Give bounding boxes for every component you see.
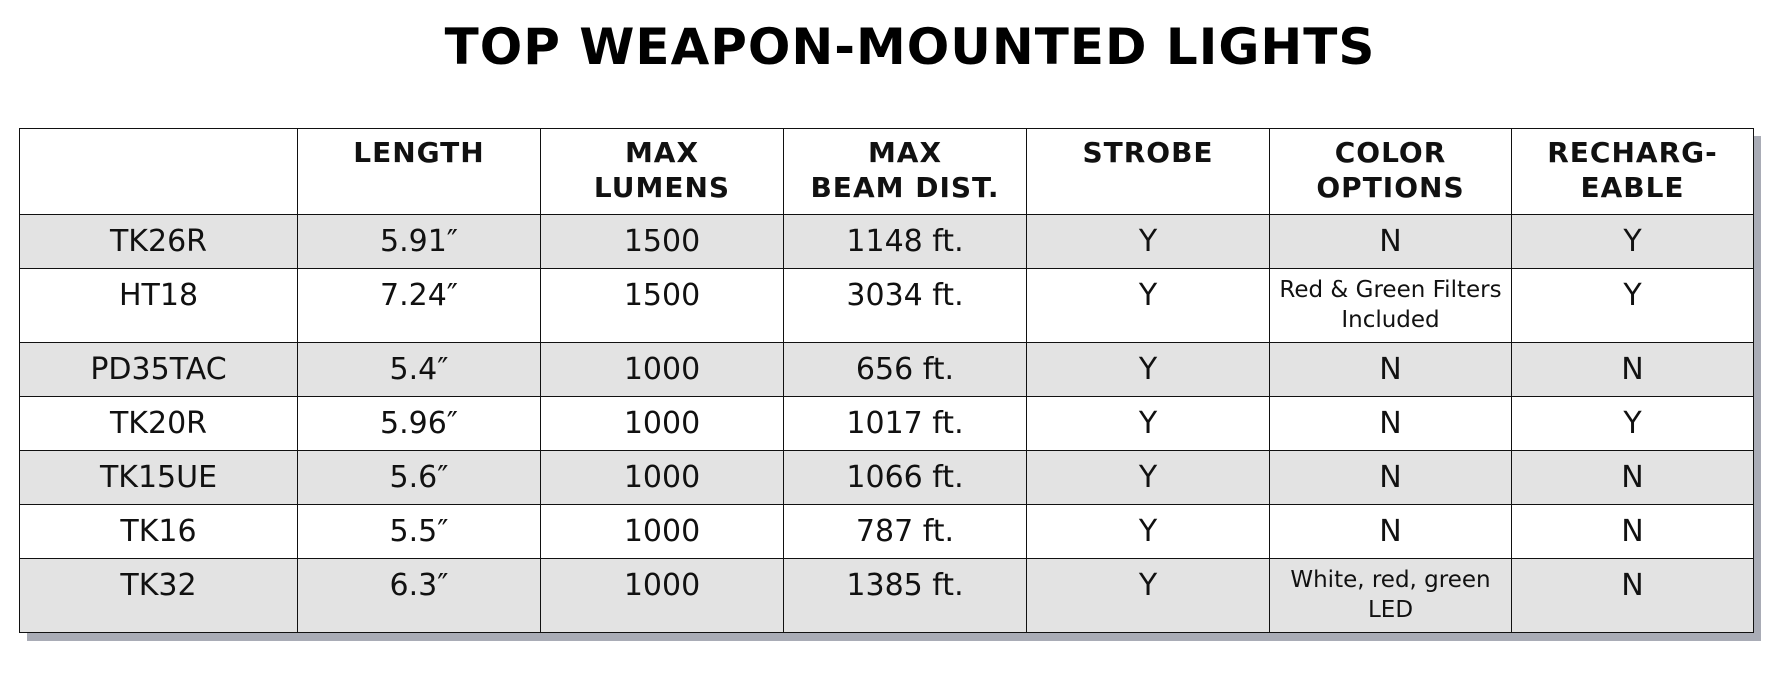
cell-color-options: N — [1270, 451, 1512, 505]
cell-max-lumens: 1000 — [541, 505, 784, 559]
comparison-table-container — [19, 128, 1753, 633]
cell-strobe: Y — [1027, 343, 1270, 397]
cell-rechargeable: Y — [1512, 215, 1754, 269]
cell-rechargeable: N — [1512, 343, 1754, 397]
table-row — [20, 269, 1754, 343]
cell-max-beam-dist: 1148 ft. — [784, 215, 1027, 269]
header-cell-max-lumens: MAX LUMENS — [541, 129, 784, 215]
page-title: TOP WEAPON-MOUNTED LIGHTS — [444, 18, 1376, 76]
table-row — [20, 451, 1754, 505]
cell-max-lumens: 1000 — [541, 343, 784, 397]
cell-max-lumens: 1000 — [541, 451, 784, 505]
cell-max-lumens: 1000 — [541, 397, 784, 451]
table-row — [20, 343, 1754, 397]
cell-length: 6.3″ — [298, 559, 541, 633]
comparison-table — [19, 128, 1754, 633]
cell-length: 7.24″ — [298, 269, 541, 343]
cell-model: TK16 — [20, 505, 298, 559]
cell-rechargeable: N — [1512, 559, 1754, 633]
header-cell-length: LENGTH — [298, 129, 541, 215]
cell-max-lumens: 1500 — [541, 215, 784, 269]
cell-length: 5.5″ — [298, 505, 541, 559]
cell-model: TK15UE — [20, 451, 298, 505]
cell-strobe: Y — [1027, 559, 1270, 633]
header-cell-strobe: STROBE — [1027, 129, 1270, 215]
table-row — [20, 397, 1754, 451]
table-row — [20, 559, 1754, 633]
cell-model: TK26R — [20, 215, 298, 269]
cell-color-options: N — [1270, 215, 1512, 269]
cell-max-lumens: 1500 — [541, 269, 784, 343]
cell-length: 5.91″ — [298, 215, 541, 269]
cell-color-options: N — [1270, 505, 1512, 559]
cell-strobe: Y — [1027, 269, 1270, 343]
cell-rechargeable: Y — [1512, 397, 1754, 451]
table-row — [20, 505, 1754, 559]
cell-color-options: Red & Green Filters Included — [1270, 269, 1512, 343]
cell-rechargeable: Y — [1512, 269, 1754, 343]
cell-strobe: Y — [1027, 397, 1270, 451]
cell-max-beam-dist: 1066 ft. — [784, 451, 1027, 505]
header-row — [20, 129, 1754, 215]
header-cell-max-beam-dist: MAX BEAM DIST. — [784, 129, 1027, 215]
cell-max-beam-dist: 1385 ft. — [784, 559, 1027, 633]
cell-color-options: N — [1270, 343, 1512, 397]
table-row — [20, 215, 1754, 269]
cell-length: 5.6″ — [298, 451, 541, 505]
header-cell-color-options: COLOR OPTIONS — [1270, 129, 1512, 215]
header-cell-model — [20, 129, 298, 215]
cell-color-options: White, red, green LED — [1270, 559, 1512, 633]
cell-rechargeable: N — [1512, 451, 1754, 505]
cell-max-beam-dist: 3034 ft. — [784, 269, 1027, 343]
cell-model: TK32 — [20, 559, 298, 633]
cell-rechargeable: N — [1512, 505, 1754, 559]
cell-model: HT18 — [20, 269, 298, 343]
cell-max-beam-dist: 787 ft. — [784, 505, 1027, 559]
cell-max-lumens: 1000 — [541, 559, 784, 633]
cell-length: 5.96″ — [298, 397, 541, 451]
cell-strobe: Y — [1027, 505, 1270, 559]
cell-strobe: Y — [1027, 451, 1270, 505]
cell-color-options: N — [1270, 397, 1512, 451]
cell-model: TK20R — [20, 397, 298, 451]
cell-max-beam-dist: 656 ft. — [784, 343, 1027, 397]
cell-max-beam-dist: 1017 ft. — [784, 397, 1027, 451]
cell-model: PD35TAC — [20, 343, 298, 397]
cell-strobe: Y — [1027, 215, 1270, 269]
cell-length: 5.4″ — [298, 343, 541, 397]
header-cell-rechargeable: RECHARG- EABLE — [1512, 129, 1754, 215]
